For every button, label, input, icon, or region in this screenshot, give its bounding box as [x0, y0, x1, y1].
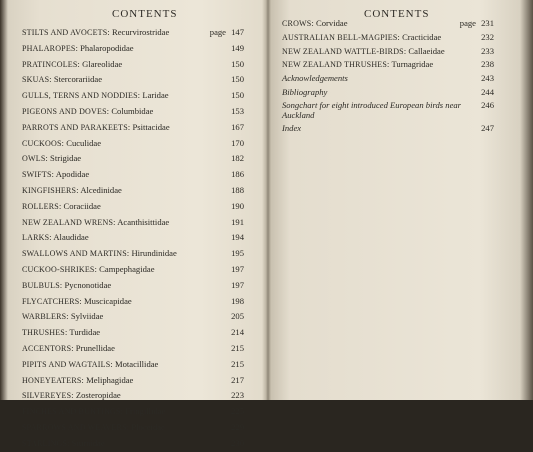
family-scientific-name: Ploceidae — [131, 421, 165, 432]
contents-entry — [22, 183, 244, 199]
contents-entry — [22, 25, 244, 41]
family-scientific-name: Turnagridae — [391, 59, 434, 70]
page-number: 225 — [231, 406, 244, 417]
family-scientific-name: Stercorariidae — [53, 74, 103, 85]
family-scientific-name: Alcedinidae — [80, 184, 122, 195]
family-common-name: SKUAS: — [22, 75, 52, 85]
contents-entry — [22, 278, 244, 294]
page-number: 195 — [231, 248, 244, 259]
contents-entry — [22, 309, 244, 325]
page-number: 231 — [481, 18, 494, 28]
family-scientific-name: Campephagidae — [99, 263, 155, 274]
family-scientific-name: Zosteropidae — [75, 390, 121, 401]
family-scientific-name: Callaeidae — [408, 45, 445, 56]
section-title: Acknowledgements — [282, 73, 348, 84]
contents-entry — [22, 72, 244, 88]
page-number: 243 — [481, 73, 494, 84]
family-common-name: STARLINGS: — [22, 438, 70, 448]
contents-entry — [22, 57, 244, 73]
page-heading: CONTENTS — [112, 8, 178, 20]
contents-entry — [22, 436, 244, 452]
page-number: 197 — [231, 279, 244, 290]
contents-entry — [22, 199, 244, 215]
family-common-name: LARKS: — [22, 233, 52, 243]
contents-entry — [282, 58, 494, 72]
contents-entry — [22, 373, 244, 389]
page-number: 230 — [231, 437, 244, 448]
family-common-name: PIGEONS AND DOVES: — [22, 106, 110, 116]
page-number: 147 — [231, 27, 244, 37]
contents-entry — [22, 136, 244, 152]
page-number: 215 — [231, 358, 244, 369]
family-scientific-name: Pycnonotidae — [64, 279, 112, 290]
family-common-name: PRATINCOLES: — [22, 59, 80, 69]
family-common-name: GULLS, TERNS AND NODDIES: — [22, 91, 141, 101]
page-number: 170 — [231, 137, 244, 148]
page-number: 153 — [231, 105, 244, 116]
page-number: 186 — [231, 169, 244, 180]
contents-entry — [282, 122, 494, 136]
contents-entry — [22, 88, 244, 104]
page-number: 223 — [231, 390, 244, 401]
family-common-name: ROLLERS: — [22, 201, 62, 211]
page-number: 217 — [231, 374, 244, 385]
family-scientific-name: Strigidae — [50, 153, 82, 164]
family-common-name: SILVEREYES: — [22, 391, 74, 401]
page-number: 244 — [481, 86, 494, 97]
page-number: 238 — [481, 59, 494, 70]
page-prefix-label: page — [459, 18, 476, 28]
family-common-name: ACCENTORS: — [22, 343, 74, 353]
family-scientific-name: Columbidae — [111, 105, 154, 116]
family-scientific-name: Sylviidae — [70, 311, 104, 322]
family-common-name: WARBLERS: — [22, 312, 69, 322]
family-scientific-name: Motacillidae — [114, 358, 159, 369]
page-number: 247 — [481, 122, 494, 133]
contents-entry — [282, 45, 494, 59]
family-scientific-name: Acanthisittidae — [117, 216, 170, 227]
page-number: 198 — [231, 295, 244, 306]
family-scientific-name: Prunellidae — [75, 342, 115, 353]
contents-entry — [22, 230, 244, 246]
family-common-name: PARROTS AND PARAKEETS: — [22, 122, 131, 132]
page-number: 232 — [481, 31, 494, 42]
page-number: 233 — [481, 45, 494, 56]
family-common-name: KINGFISHERS: — [22, 185, 79, 195]
family-common-name: AUSTRALIAN BELL-MAGPIES: — [282, 32, 400, 42]
family-scientific-name: Meliphagidae — [86, 374, 134, 385]
family-common-name: CUCKOOS: — [22, 138, 65, 148]
contents-entry — [22, 167, 244, 183]
section-title: Index — [282, 122, 302, 133]
page-number: 205 — [231, 311, 244, 322]
page-number: 188 — [231, 184, 244, 195]
family-common-name: SWIFTS: — [22, 170, 55, 180]
family-scientific-name: Cracticidae — [402, 31, 442, 42]
section-title: Songchart for eight introduced European birds near Auckland — [282, 99, 462, 121]
family-common-name: FLYCATCHERS: — [22, 296, 82, 306]
contents-entry — [282, 17, 494, 31]
contents-entry — [22, 357, 244, 373]
family-scientific-name: Hirundinidae — [131, 248, 177, 259]
page-number: 194 — [231, 232, 244, 243]
family-scientific-name: Coraciidae — [63, 200, 101, 211]
left-page — [0, 0, 266, 448]
contents-entry — [22, 262, 244, 278]
contents-entry — [22, 325, 244, 341]
family-scientific-name: Glareolidae — [82, 58, 123, 69]
section-title: Bibliography — [282, 86, 328, 97]
family-common-name: NEW ZEALAND WATTLE-BIRDS: — [282, 46, 407, 56]
page-heading: CONTENTS — [364, 8, 430, 20]
family-common-name: OWLS: — [22, 154, 48, 164]
family-scientific-name: Muscicapidae — [84, 295, 132, 306]
contents-entry — [22, 388, 244, 404]
family-common-name: STILTS AND AVOCETS: — [22, 28, 110, 37]
family-scientific-name: Apodidae — [55, 169, 90, 180]
family-scientific-name: Psittacidae — [132, 121, 170, 132]
family-scientific-name: Laridae — [142, 90, 169, 101]
contents-entry — [282, 86, 494, 100]
page-number: 182 — [231, 153, 244, 164]
contents-list — [22, 25, 244, 452]
family-scientific-name: Sturnidae — [71, 437, 105, 448]
contents-entry — [22, 104, 244, 120]
contents-entry — [282, 72, 494, 86]
family-common-name: SPARROWS AND WEAVERS: — [22, 422, 130, 432]
family-common-name: FINCHES AND BUNTINGS: — [22, 407, 124, 417]
contents-entry — [22, 420, 244, 436]
contents-list — [282, 17, 494, 136]
family-scientific-name: Cuculidae — [66, 137, 102, 148]
family-scientific-name: Alaudidae — [53, 232, 89, 243]
page-prefix-label: page — [209, 27, 226, 37]
page-number: 214 — [231, 327, 244, 338]
family-common-name: HONEYEATERS: — [22, 375, 84, 385]
page-number: 167 — [231, 121, 244, 132]
contents-entry — [282, 100, 494, 122]
contents-entry — [22, 215, 244, 231]
family-common-name: CUCKOO-SHRIKES: — [22, 264, 98, 274]
family-common-name: NEW ZEALAND THRUSHES: — [282, 60, 390, 70]
page-number: 150 — [231, 90, 244, 101]
family-scientific-name: Corvidae — [316, 18, 348, 28]
page-number: 215 — [231, 342, 244, 353]
family-common-name: PIPITS AND WAGTAILS: — [22, 359, 113, 369]
family-scientific-name: Recurvirostridae — [111, 27, 170, 37]
page-number: 191 — [231, 216, 244, 227]
family-common-name: PHALAROPES: — [22, 43, 78, 53]
contents-entry — [22, 151, 244, 167]
page-number: 150 — [231, 58, 244, 69]
contents-entry — [22, 404, 244, 420]
page-number: 149 — [231, 42, 244, 53]
contents-entry — [22, 41, 244, 57]
family-scientific-name: Phalaropodidae — [80, 42, 134, 53]
family-common-name: BULBULS: — [22, 280, 63, 290]
contents-entry — [22, 294, 244, 310]
contents-entry — [22, 120, 244, 136]
family-scientific-name: Turdidae — [69, 327, 101, 338]
contents-entry — [282, 31, 494, 45]
right-page — [268, 0, 533, 400]
page-number: 150 — [231, 74, 244, 85]
family-scientific-name: Fringillidae — [125, 406, 166, 417]
page-number: 190 — [231, 200, 244, 211]
contents-entry — [22, 341, 244, 357]
contents-entry — [22, 246, 244, 262]
family-common-name: THRUSHES: — [22, 328, 68, 338]
page-number: 197 — [231, 263, 244, 274]
page-number: 229 — [231, 421, 244, 432]
family-common-name: NEW ZEALAND WRENS: — [22, 217, 116, 227]
page-number: 246 — [481, 99, 494, 110]
family-common-name: SWALLOWS AND MARTINS: — [22, 249, 130, 259]
family-common-name: CROWS: — [282, 19, 314, 28]
